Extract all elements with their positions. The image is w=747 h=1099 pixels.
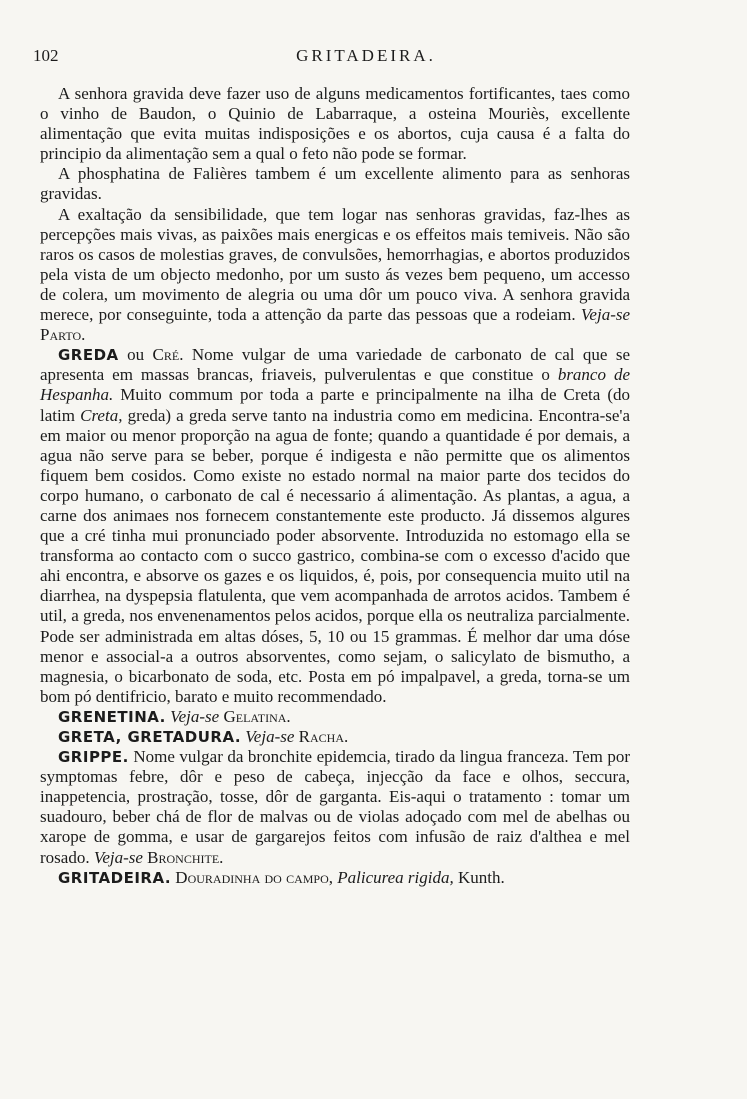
page-header <box>33 46 699 70</box>
italic-term: branco de Hespanha. <box>40 365 630 405</box>
running-head: GRITADEIRA. <box>296 46 436 65</box>
entry-text: ou <box>127 345 145 365</box>
paragraph: A senhora gravida deve fazer uso de alguns medicamentos fortificantes, taes como o vinho de Baudon, o Quinio de Labarraque, a osteina Mouriès, excellente alimentação que evita muitas indisposições e os abortos, cuja causa é a falta do principio da alimentação sem a qual o feto não pode se formar. <box>40 84 630 164</box>
italic-term: Creta, <box>80 405 123 425</box>
cross-reference: Gelatina. <box>223 706 291 726</box>
paragraph <box>40 205 630 346</box>
latin-name: Palicurea rigida, <box>337 867 454 887</box>
paragraph: A phosphatina de Falières tambem é um excellente alimento para as senhoras gravidas. <box>40 164 630 204</box>
entry-text: Nome vulgar da bronchite epidemcia, tirado da lingua franceza. Tem por symptomas febre, dôr e peso de cabeça, injecção da face e olhos, seccura, inappetencia, prostração, tosse, dôr de garganta. Eis-aqui o tratamento : tomar um suadouro, beber chá de flor de malvas ou de violas adoçado com mel de abelhas ou xarope de gomma, e usar de gargarejos feitos com infusão de raiz d'althea e mel rosado. <box>40 747 630 867</box>
cross-reference: Racha. <box>298 727 349 746</box>
headword: GRENETINA. <box>58 707 166 726</box>
see-reference: Veja-se <box>170 706 220 726</box>
page-body <box>40 84 630 888</box>
common-name: Douradinha do campo, <box>175 867 333 887</box>
entry-greda <box>40 345 630 707</box>
entry-grenetina <box>40 707 630 727</box>
variant-name: Cré. <box>152 345 184 365</box>
entry-text: Muito commum por toda a parte e principalmente na ilha de Creta (do latim <box>40 385 630 425</box>
author-name: Kunth. <box>457 867 505 887</box>
see-reference: Veja-se <box>245 727 295 746</box>
entry-text: Nome vulgar de uma variedade de carbonato de cal que se apresenta em massas brancas, friaveis, pulverulentas e que constitue o <box>40 345 631 385</box>
entry-greta <box>40 727 630 747</box>
entry-gritadeira <box>40 868 630 888</box>
see-reference: Veja-se <box>93 847 143 867</box>
cross-reference: Bronchite. <box>147 847 224 867</box>
see-reference: Veja-se <box>580 305 631 325</box>
headword: GRETA, GRETADURA. <box>58 728 242 746</box>
entry-text: greda) a greda serve tanto na industria como em medicina. Encontra-se'a em maior ou menor proporção na agua de fonte; quando a quantidade é por demais, a agua não serve para se beber, porque é indigesta e não permitte que os alimentos fiquem bem cosidos. Como existe no estado normal na maior parte dos tecidos do corpo humano, o carbonato de cal é necessario á alimentação. As plantas, a agua, a carne dos animaes nos fornecem constantemente este producto. Já dissemos algures que a cré tinha mui pronunciado poder absorvente. Introduzida no estomago ella se transforma ao contacto com o succo gastrico, combina-se com o excesso d'acido que ahi encontra, e absorve os gazes e os liquidos, é, pois, por consequencia muito util na diarrhea, na dyspepsia flatulenta, que vem acompanhada de arrotos acidos. Tambem é util, a greda, nos envenenamentos pelos acidos, porque ella os neutraliza parcialmente. Pode ser administrada em altas dóses, 5, 10 ou 15 grammas. É melhor dar uma dóse menor e associal-a a outros absorventes, como sejam, o salicylato de bismutho, a magnesia, o bicarbonato de soda, etc. Posta em pó impalpavel, a greda, torna-se um bom pó dentifricio, barato e muito recommendado. <box>40 405 631 706</box>
cross-reference: Parto. <box>40 325 86 345</box>
entry-grippe <box>40 747 630 868</box>
page-number: 102 <box>33 46 59 65</box>
paragraph-text: A exaltação da sensibilidade, que tem logar nas senhoras gravidas, faz-lhes as percepções mais vivas, as paixões mais energicas e os effeitos mais temiveis. Não são raros os casos de molestias graves, de convulsões, hemorrhagias, e abortos produzidos pela vista de um objecto medonho, por um susto ás vezes bem pequeno, um accesso de colera, um movimento de alegria ou uma dôr um pouco viva. A senhora gravida merece, por conseguinte, toda a attenção da parte das pessoas que a rodeiam. <box>40 204 630 325</box>
headword: GRITADEIRA. <box>58 868 172 887</box>
headword: GRIPPE. <box>58 748 129 767</box>
headword: GREDA <box>58 346 119 365</box>
